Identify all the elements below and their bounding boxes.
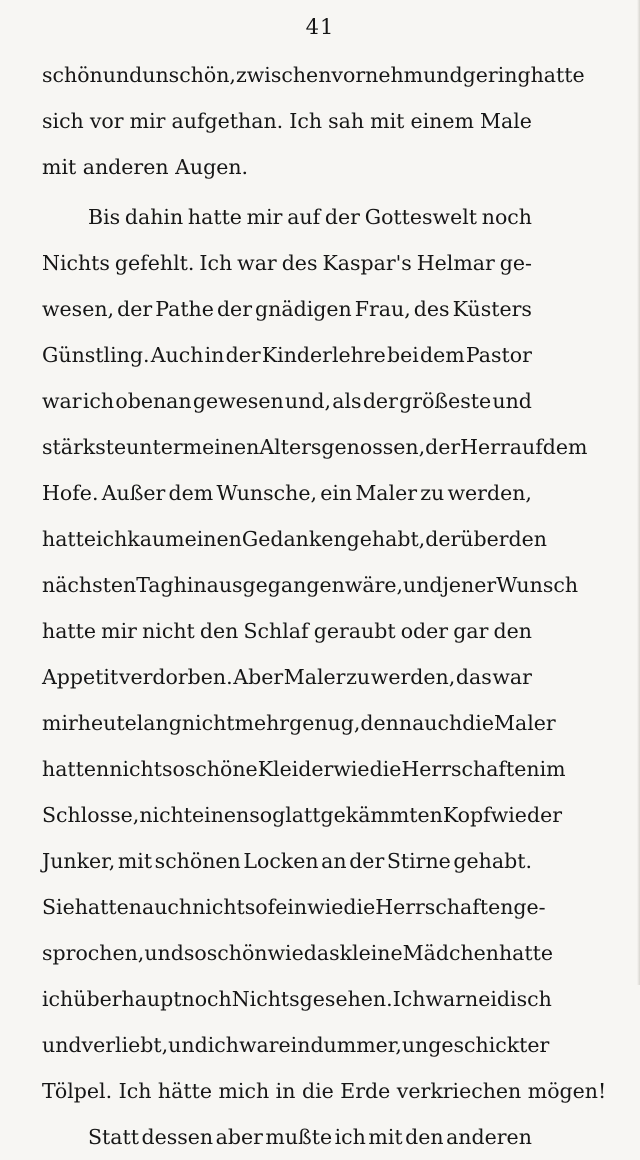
- word: mehr: [234, 711, 290, 735]
- word: hatten: [74, 895, 142, 919]
- word: fein: [267, 895, 308, 919]
- word: verliebt,: [81, 1033, 169, 1057]
- word: als: [332, 389, 362, 413]
- word: einem: [410, 109, 474, 133]
- word: hatte: [530, 63, 585, 87]
- word: Junker,: [42, 849, 116, 873]
- word: sich: [42, 109, 84, 133]
- word: dessen: [141, 1125, 214, 1149]
- word: war: [492, 665, 532, 689]
- word: nicht: [142, 619, 195, 643]
- word: unschön,: [142, 63, 236, 87]
- word: und: [168, 1033, 208, 1057]
- word: an: [321, 849, 347, 873]
- word: einen: [192, 803, 250, 827]
- word: ich: [207, 1033, 239, 1057]
- word: das: [455, 665, 492, 689]
- word: mit: [370, 109, 405, 133]
- word: vor: [89, 109, 124, 133]
- word: obenan: [115, 389, 192, 413]
- word: Gotteswelt: [364, 205, 478, 229]
- word: den: [493, 619, 532, 643]
- word: Helmar: [416, 251, 495, 275]
- word: nicht: [139, 803, 193, 827]
- word: Appetit: [42, 665, 119, 689]
- text-line: [42, 516, 547, 562]
- word: aber: [215, 1125, 263, 1149]
- text-line: [42, 332, 532, 378]
- text-line: [42, 424, 588, 470]
- word: zu: [346, 665, 371, 689]
- word: Pastor: [465, 343, 532, 367]
- word: ein: [320, 481, 353, 505]
- body-text: [42, 52, 607, 1160]
- word: mit: [117, 849, 153, 873]
- word: werden,: [370, 665, 456, 689]
- page-number: 41: [305, 15, 335, 39]
- word: Bis: [88, 205, 121, 229]
- word: schön: [206, 941, 268, 965]
- word: glatt: [272, 803, 321, 827]
- word: verdorben.: [118, 665, 233, 689]
- word: zu: [420, 481, 445, 505]
- word: ein: [278, 1033, 311, 1057]
- word: dem: [542, 435, 588, 459]
- word: des: [413, 297, 450, 321]
- word: Wunsche,: [216, 481, 317, 505]
- word: Ich: [392, 987, 426, 1011]
- word: und: [102, 63, 143, 87]
- word: so: [244, 895, 268, 919]
- word: des: [281, 251, 318, 275]
- word: kleine: [339, 941, 403, 965]
- word: überhaupt: [73, 987, 182, 1011]
- word: mir: [101, 619, 137, 643]
- word: schönen: [154, 849, 241, 873]
- word: und: [144, 941, 184, 965]
- word: mir: [246, 205, 283, 229]
- word: aufgethan.: [171, 109, 284, 133]
- word: wie: [267, 941, 304, 965]
- word: bei: [387, 343, 419, 367]
- text-line: [42, 930, 554, 976]
- word: Kinderlehre: [261, 343, 386, 367]
- word: kaum: [127, 527, 185, 551]
- word: einen: [184, 527, 242, 551]
- word: Kaspar's: [322, 251, 412, 275]
- word: ich: [334, 1125, 366, 1149]
- text-line: [42, 470, 532, 516]
- word: gefehlt.: [114, 251, 195, 275]
- word: Sie: [42, 895, 75, 919]
- word: in: [204, 343, 225, 367]
- word: hatte: [42, 619, 97, 643]
- word: gering: [462, 63, 531, 87]
- text-line: [42, 884, 546, 930]
- word: Kleider: [257, 757, 334, 781]
- word: mußte: [265, 1125, 333, 1149]
- word: und: [423, 63, 463, 87]
- word: Ich: [289, 109, 323, 133]
- word: anderen: [446, 1125, 532, 1149]
- word: Gedanken: [241, 527, 347, 551]
- word: dem: [168, 481, 214, 505]
- text-line: [42, 194, 532, 240]
- word: nächsten: [42, 573, 137, 597]
- text-line: [42, 976, 552, 1022]
- text-line: mit anderen Augen.: [42, 155, 249, 179]
- word: Schlaf: [243, 619, 309, 643]
- word: Tag: [136, 573, 174, 597]
- word: dummer,: [310, 1033, 402, 1057]
- word: mir: [129, 109, 166, 133]
- word: mit: [368, 1125, 403, 1149]
- text-line: [42, 700, 556, 746]
- word: der: [425, 435, 461, 459]
- word: genug,: [289, 711, 361, 735]
- word: der: [117, 297, 153, 321]
- word: gesehen.: [299, 987, 393, 1011]
- word: Stirne: [386, 849, 451, 873]
- word: ich: [42, 987, 74, 1011]
- word: gnädigen: [255, 297, 352, 321]
- text-line: [42, 838, 532, 884]
- word: meinen: [182, 435, 260, 459]
- word: lang: [136, 711, 182, 735]
- word: der: [324, 205, 360, 229]
- word: die: [462, 711, 494, 735]
- word: so: [183, 941, 207, 965]
- word: dahin: [124, 205, 184, 229]
- word: ge-: [499, 251, 532, 275]
- word: hatte: [187, 205, 242, 229]
- word: ge-: [513, 895, 546, 919]
- word: Nichts: [231, 987, 300, 1011]
- word: der: [425, 527, 461, 551]
- word: wie: [307, 895, 344, 919]
- text-line: [42, 1022, 550, 1068]
- word: über: [460, 527, 509, 551]
- word: hatte: [498, 941, 554, 965]
- word: so: [249, 803, 273, 827]
- word: war: [237, 251, 277, 275]
- text-line: [42, 286, 532, 332]
- word: Außer: [101, 481, 166, 505]
- word: vornehm: [331, 63, 424, 87]
- word: war: [42, 389, 82, 413]
- word: war: [238, 1033, 279, 1057]
- text-line: [42, 792, 563, 838]
- word: auch: [412, 711, 463, 735]
- word: war: [425, 987, 466, 1011]
- word: noch: [181, 987, 232, 1011]
- word: Statt: [88, 1125, 139, 1149]
- word: und: [492, 389, 532, 413]
- word: den: [199, 619, 239, 643]
- text-line: [42, 562, 579, 608]
- word: auf: [509, 435, 543, 459]
- word: und,: [284, 389, 331, 413]
- word: dem: [420, 343, 465, 367]
- word: Male: [480, 109, 532, 133]
- word: hinausgegangen: [173, 573, 345, 597]
- word: Pathe: [155, 297, 214, 321]
- word: schön: [42, 63, 103, 87]
- word: wäre,: [344, 573, 404, 597]
- word: Maler: [283, 665, 346, 689]
- word: Küsters: [452, 297, 532, 321]
- word: im: [539, 757, 566, 781]
- word: sah: [328, 109, 365, 133]
- word: Wunsch: [496, 573, 579, 597]
- word: gar: [453, 619, 489, 643]
- word: Herr: [460, 435, 510, 459]
- word: der: [216, 297, 252, 321]
- word: nicht: [109, 757, 162, 781]
- word: der: [349, 849, 385, 873]
- word: ungeschickter: [401, 1033, 550, 1057]
- word: wesen,: [42, 297, 115, 321]
- text-line: [42, 52, 585, 98]
- word: ich: [82, 389, 115, 413]
- text-line: [42, 240, 532, 286]
- word: und: [42, 1033, 82, 1057]
- word: geraubt: [313, 619, 396, 643]
- text-line: [42, 608, 532, 654]
- text-line: [42, 1114, 532, 1160]
- word: gekämmten: [320, 803, 443, 827]
- word: Schlosse,: [42, 803, 140, 827]
- word: mir: [42, 711, 78, 735]
- word: schöne: [184, 757, 258, 781]
- word: die: [369, 757, 402, 781]
- word: und: [403, 573, 443, 597]
- word: hatte: [42, 527, 97, 551]
- word: Locken: [243, 849, 319, 873]
- word: zwischen: [235, 63, 332, 87]
- word: der: [526, 803, 563, 827]
- word: werden,: [447, 481, 532, 505]
- text-line: [42, 98, 532, 144]
- word: Nichts: [42, 251, 110, 275]
- word: Auch: [150, 343, 204, 367]
- text-line: [42, 654, 532, 700]
- word: gewesen: [192, 389, 284, 413]
- word: gehabt,: [346, 527, 426, 551]
- word: neidisch: [465, 987, 552, 1011]
- word: auch: [141, 895, 193, 919]
- word: Herrschaften: [375, 895, 514, 919]
- word: wie: [490, 803, 527, 827]
- word: unter: [126, 435, 183, 459]
- word: größeste: [399, 389, 492, 413]
- word: der: [225, 343, 261, 367]
- word: ich: [96, 527, 128, 551]
- word: die: [343, 895, 376, 919]
- word: Günstling.: [42, 343, 150, 367]
- word: heute: [77, 711, 137, 735]
- text-line: Tölpel. Ich hätte mich in die Erde verkriechen mögen!: [42, 1079, 607, 1103]
- word: Maler: [355, 481, 418, 505]
- word: den: [508, 527, 547, 551]
- word: denn: [360, 711, 413, 735]
- word: Hofe.: [42, 481, 99, 505]
- text-line: [42, 378, 532, 424]
- word: noch: [481, 205, 532, 229]
- word: gehabt.: [453, 849, 532, 873]
- word: auf: [287, 205, 321, 229]
- word: Mädchen: [402, 941, 499, 965]
- word: hatten: [42, 757, 110, 781]
- word: jener: [442, 573, 497, 597]
- word: nicht: [192, 895, 245, 919]
- text-line: [42, 746, 566, 792]
- word: den: [405, 1125, 444, 1149]
- word: Aber: [233, 665, 284, 689]
- word: stärkste: [42, 435, 127, 459]
- word: sprochen,: [42, 941, 145, 965]
- word: oder: [400, 619, 449, 643]
- word: Altersgenossen,: [259, 435, 426, 459]
- word: so: [161, 757, 185, 781]
- word: wie: [333, 757, 370, 781]
- word: das: [303, 941, 340, 965]
- word: Maler: [494, 711, 556, 735]
- word: nicht: [181, 711, 235, 735]
- word: Ich: [199, 251, 233, 275]
- word: der: [362, 389, 398, 413]
- word: Kopf: [442, 803, 491, 827]
- word: Herrschaften: [401, 757, 540, 781]
- word: Frau,: [354, 297, 411, 321]
